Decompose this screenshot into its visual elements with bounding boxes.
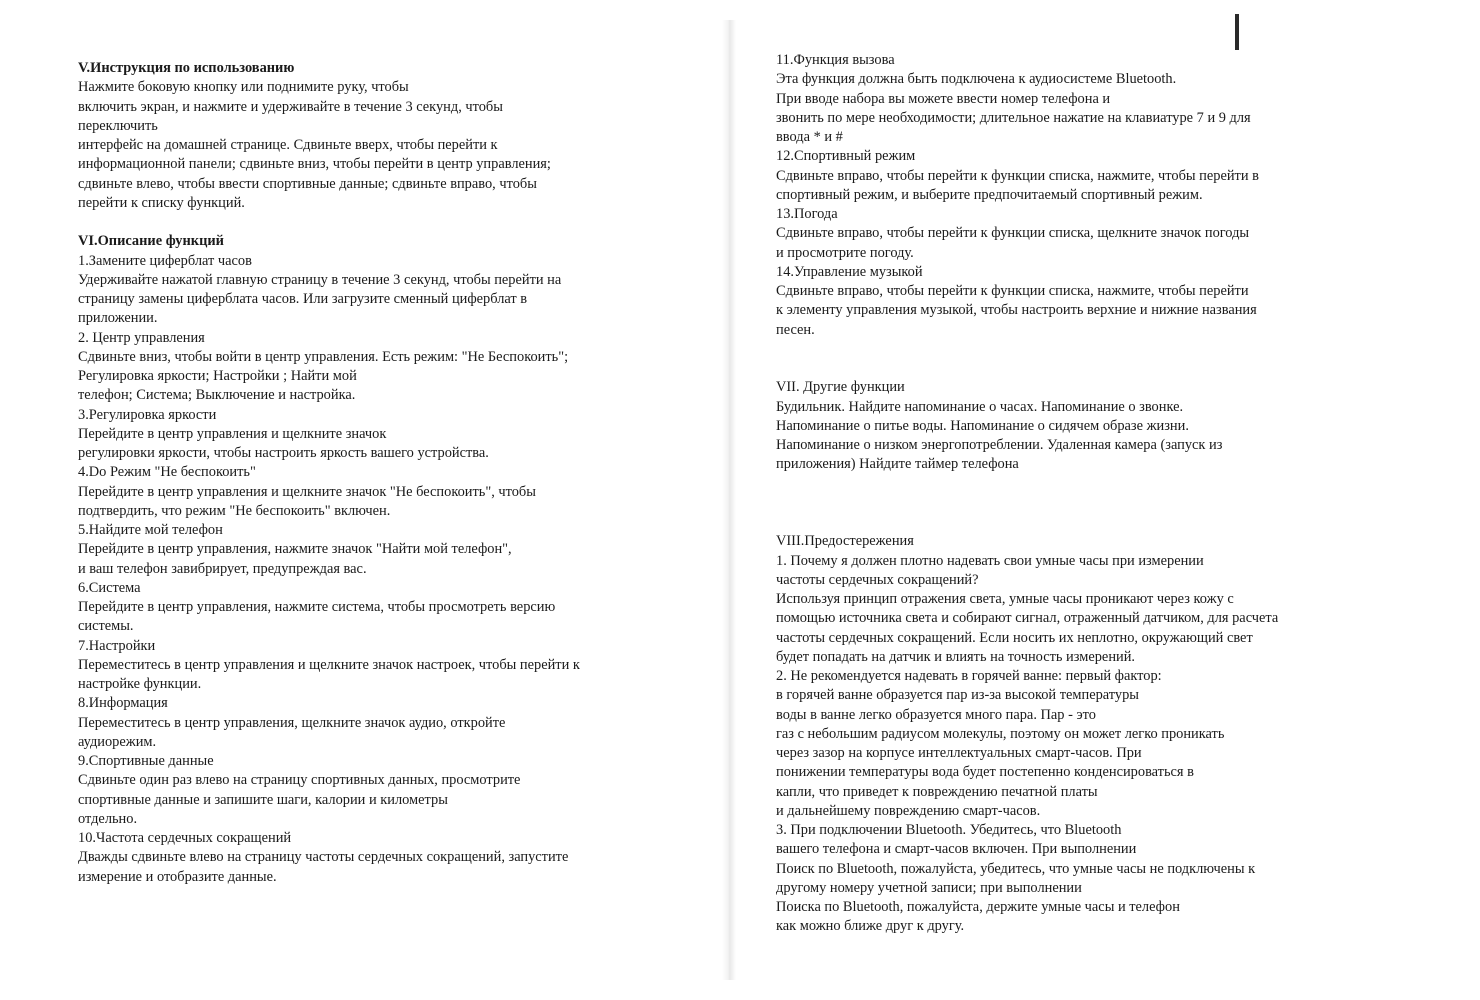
feature-line: песен. [776, 321, 815, 338]
precaution-line: Поиска по Bluetooth, пожалуйста, держите умные часы и телефон [776, 899, 1180, 915]
page-fold [722, 20, 736, 980]
feature-line: Сдвиньте вправо, чтобы перейти к функции списка, нажмите, чтобы перейти в [776, 167, 1259, 184]
section-7-line: Будильник. Найдите напоминание о часах. Напоминание о звонке. [776, 398, 1184, 415]
feature-line: Сдвиньте вправо, чтобы перейти к функции списка, нажмите, чтобы перейти [776, 283, 1249, 299]
precaution-line: вашего телефона и смарт-часов включен. При выполнении [776, 841, 1137, 858]
feature-title: 14.Управление музыкой [776, 263, 923, 280]
feature-line: Эта функция должна быть подключена к аудиосистеме Bluetooth. [776, 71, 1177, 88]
section-7-line: Напоминание о питье воды. Напоминание о сидячем образе жизни. [776, 417, 1189, 434]
feature-line: Переместитесь в центр управления и щелкните значок настроек, чтобы перейти к [78, 656, 580, 673]
feature-title: 3.Регулировка яркости [78, 406, 217, 423]
section-5-line: сдвиньте влево, чтобы ввести спортивные данные; сдвиньте вправо, чтобы [78, 175, 537, 192]
scan-edge-mark [1235, 14, 1239, 50]
precaution-line: и дальнейшему повреждению смарт-часов. [776, 802, 1041, 819]
feature-title: 8.Информация [78, 695, 168, 712]
feature-title: 12.Спортивный режим [776, 148, 916, 165]
feature-line: подтвердить, что режим "Не беспокоить" включен. [78, 502, 391, 519]
feature-title: 10.Частота сердечных сокращений [78, 830, 292, 846]
feature-line: страницу замены циферблата часов. Или загрузите сменный циферблат в [78, 291, 528, 307]
feature-line: отдельно. [78, 810, 138, 827]
feature-line: Сдвиньте вправо, чтобы перейти к функции списка, щелкните значок погоды [776, 225, 1250, 242]
precaution-line: 3. При подключении Bluetooth. Убедитесь, что Bluetooth [776, 822, 1122, 838]
feature-line: Регулировка яркости; Настройки ; Найти мой [78, 368, 357, 384]
spacer [776, 340, 1376, 379]
section-5-heading: V.Инструкция по использованию [78, 60, 295, 76]
section-7-line: приложения) Найдите таймер телефона [776, 456, 1019, 473]
section-5-line: перейти к списку функций. [78, 194, 245, 211]
feature-line: и ваш телефон завибрирует, предупреждая вас. [78, 560, 367, 577]
section-5-line: интерфейс на домашней странице. Сдвиньте вверх, чтобы перейти к [78, 137, 498, 153]
section-5-line: переключить [78, 117, 158, 134]
feature-title: 6.Система [78, 579, 141, 596]
precaution-line: Поиск по Bluetooth, пожалуйста, убедитесь, что умные часы не подключены к [776, 860, 1256, 877]
feature-line: При вводе набора вы можете ввести номер телефона и [776, 90, 1111, 107]
precaution-line: через зазор на корпусе интеллектуальных смарт-часов. При [776, 745, 1142, 761]
feature-line: аудиорежим. [78, 733, 157, 750]
feature-title: 9.Спортивные данные [78, 753, 214, 769]
spacer [776, 475, 1376, 533]
feature-line: Сдвиньте один раз влево на страницу спортивных данных, просмотрите [78, 772, 521, 789]
feature-line: приложении. [78, 310, 158, 327]
precaution-line: частоты сердечных сокращений? [776, 571, 979, 588]
feature-line: Перейдите в центр управления и щелкните значок "Не беспокоить", чтобы [78, 483, 536, 500]
right-column [776, 51, 1376, 937]
precaution-line: в горячей ванне образуется пар из-за высокой температуры [776, 687, 1139, 704]
feature-line: ввода * и # [776, 129, 843, 145]
feature-line: телефон; Система; Выключение и настройка. [78, 387, 356, 404]
feature-line: системы. [78, 618, 134, 635]
section-7-heading: VII. Другие функции [776, 379, 905, 396]
section-6-heading: VI.Описание функций [78, 233, 224, 250]
feature-line: настройке функции. [78, 676, 202, 692]
feature-title: 5.Найдите мой телефон [78, 522, 223, 538]
feature-title: 1.Замените циферблат часов [78, 252, 252, 269]
precaution-line: Используя принцип отражения света, умные часы проникают через кожу с [776, 591, 1234, 607]
feature-line: звонить по мере необходимости; длительное нажатие на клавиатуре 7 и 9 для [776, 109, 1251, 126]
feature-title: 7.Настройки [78, 637, 156, 654]
precaution-line: как можно ближе друг к другу. [776, 918, 965, 935]
precaution-line: 1. Почему я должен плотно надевать свои умные часы при измерении [776, 552, 1204, 569]
section-8-heading: VIII.Предостережения [776, 533, 914, 550]
feature-line: Перейдите в центр управления, нажмите значок "Найти мой телефон", [78, 541, 512, 558]
feature-title: 11.Функция вызова [776, 52, 895, 68]
feature-line: Перейдите в центр управления и щелкните значок [78, 425, 387, 442]
left-column [78, 59, 678, 887]
feature-title: 2. Центр управления [78, 329, 205, 346]
section-5-line: информационной панели; сдвиньте вниз, чтобы перейти в центр управления; [78, 156, 551, 173]
feature-line: спортивные данные и запишите шаги, калории и километры [78, 791, 448, 808]
feature-line: Удерживайте нажатой главную страницу в течение 3 секунд, чтобы перейти на [78, 271, 562, 288]
section-5-line: Нажмите боковую кнопку или поднимите руку, чтобы [78, 79, 409, 96]
feature-title: 13.Погода [776, 206, 838, 222]
feature-line: к элементу управления музыкой, чтобы настроить верхние и нижние названия [776, 302, 1257, 319]
precaution-line: помощью источника света и собирают сигнал, отраженный датчиком, для расчета [776, 610, 1279, 627]
feature-line: Перейдите в центр управления, нажмите система, чтобы просмотреть версию [78, 599, 556, 615]
precaution-line: 2. Не рекомендуется надевать в горячей ванне: первый фактор: [776, 668, 1162, 684]
precaution-line: капли, что приведет к повреждению печатной платы [776, 783, 1098, 800]
precaution-line: будет попадать на датчик и влиять на точность измерений. [776, 648, 1136, 665]
feature-line: измерение и отобразите данные. [78, 868, 277, 885]
feature-line: Переместитесь в центр управления, щелкните значок аудио, откройте [78, 714, 506, 731]
precaution-line: другому номеру учетной записи; при выполнении [776, 879, 1082, 896]
feature-line: регулировки яркости, чтобы настроить яркость вашего устройства. [78, 445, 489, 461]
spacer [78, 213, 678, 232]
feature-line: Сдвиньте вниз, чтобы войти в центр управления. Есть режим: "Не Беспокоить"; [78, 348, 569, 365]
precaution-line: частоты сердечных сокращений. Если носить их неплотно, окружающий свет [776, 629, 1253, 646]
feature-line: Дважды сдвиньте влево на страницу частоты сердечных сокращений, запустите [78, 849, 569, 866]
section-7-line: Напоминание о низком энергопотреблении. Удаленная камера (запуск из [776, 437, 1223, 453]
precaution-line: понижении температуры вода будет постепенно конденсироваться в [776, 764, 1194, 781]
feature-line: спортивный режим, и выберите предпочитаемый спортивный режим. [776, 186, 1203, 203]
section-5-line: включить экран, и нажмите и удерживайте в течение 3 секунд, чтобы [78, 98, 503, 115]
precaution-line: газ с небольшим радиусом молекулы, поэтому он может легко проникать [776, 725, 1225, 742]
precaution-line: воды в ванне легко образуется много пара. Пар - это [776, 706, 1096, 723]
feature-title: 4.Do Режим "Не беспокоить" [78, 464, 256, 481]
feature-line: и просмотрите погоду. [776, 244, 914, 261]
